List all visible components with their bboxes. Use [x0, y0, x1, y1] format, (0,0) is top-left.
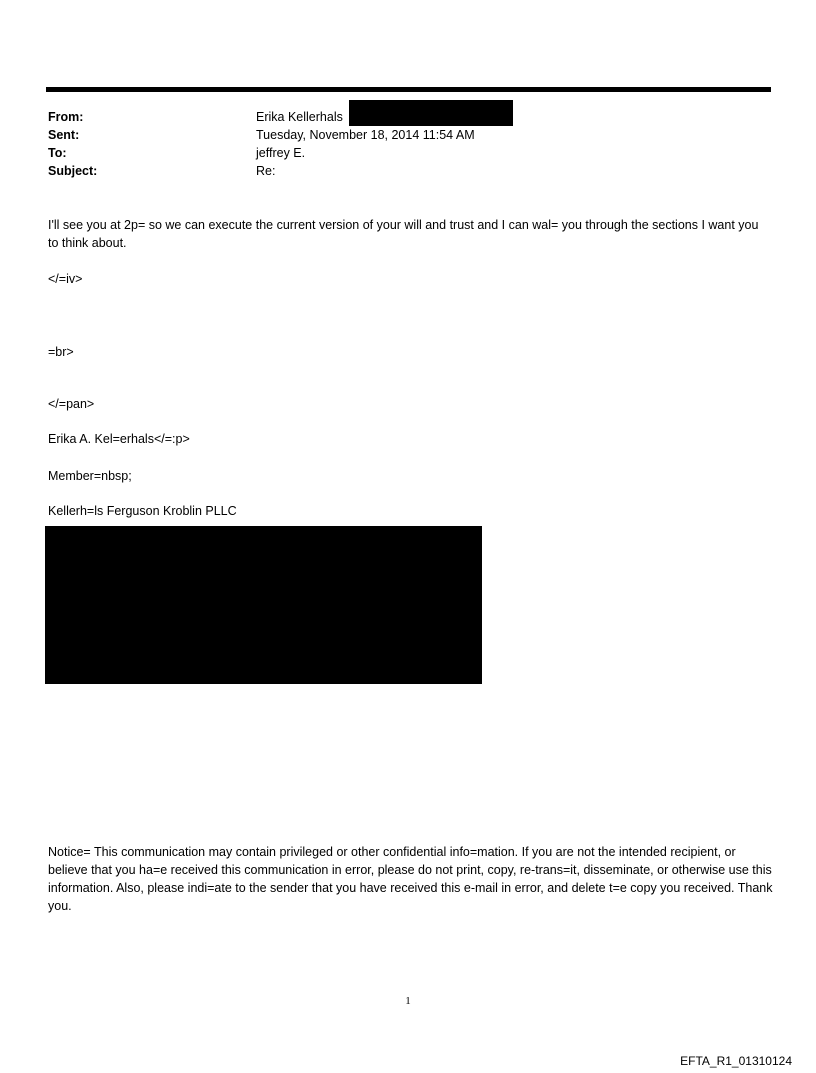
stray-markup-br: =br>: [48, 345, 74, 359]
subject-value: Re:: [256, 164, 276, 178]
stray-markup-iv: </=iv>: [48, 272, 83, 286]
signature-title: Member=nbsp;: [48, 469, 132, 483]
subject-label: Subject:: [48, 164, 98, 178]
redaction-email-address: [349, 100, 513, 126]
redaction-signature-block: [45, 526, 482, 684]
header-divider: [46, 87, 771, 92]
confidentiality-notice: Notice= This communication may contain privileged or other confidential info=mation. If you are not the intended recipient, or believe that you ha=e received this communication in error, please do not print, copy, re-trans=it, disseminate, or otherwise use this information. Also, please indi=ate to the sender that you have received this e-mail in error, and delete t=e copy you received. Thank you.: [48, 845, 773, 913]
to-row: [48, 144, 475, 162]
signature-firm: Kellerh=ls Ferguson Kroblin PLLC: [48, 504, 237, 518]
to-label: To:: [48, 146, 67, 160]
sent-label: Sent:: [48, 128, 80, 142]
signature-name: Erika A. Kel=erhals</=:p>: [48, 432, 190, 446]
page-number: 1: [405, 995, 411, 1007]
message-paragraph: I'll see you at 2p= so we can execute the current version of your will and trust and I can wal= you through the sections I want you to think about.: [48, 218, 759, 250]
stray-markup-pan: </=pan>: [48, 397, 95, 411]
from-label: From:: [48, 110, 84, 124]
subject-row: [48, 162, 475, 180]
sent-row: [48, 126, 475, 144]
to-value: jeffrey E.: [256, 146, 306, 160]
document-id: EFTA_R1_01310124: [680, 1054, 792, 1068]
sent-value: Tuesday, November 18, 2014 11:54 AM: [256, 128, 475, 142]
from-value: Erika Kellerhals: [256, 110, 343, 124]
